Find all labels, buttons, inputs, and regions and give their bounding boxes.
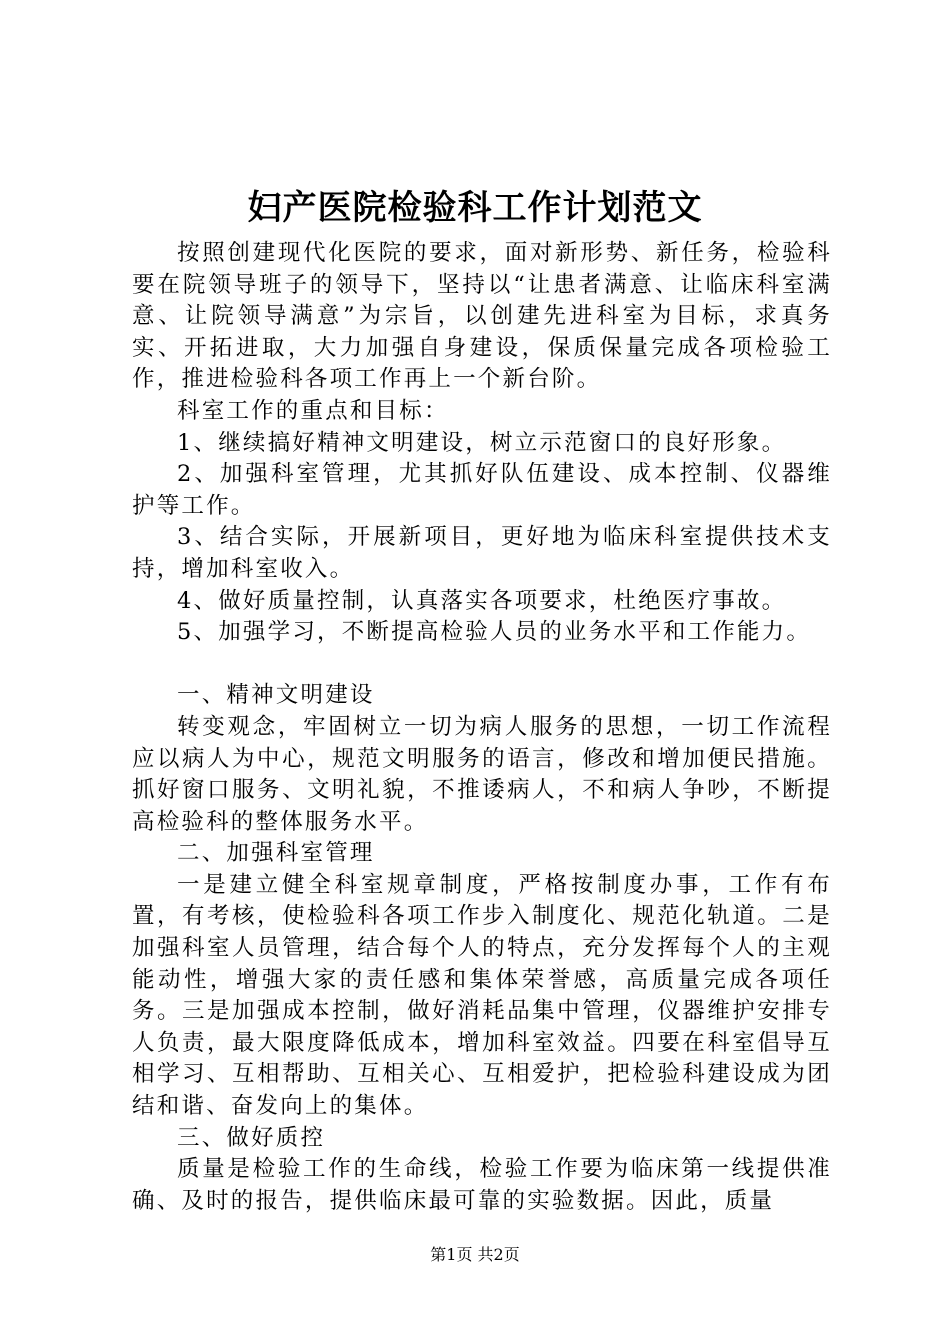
section-paragraph-3: 质量是检验工作的生命线，检验工作要为临床第一线提供准确、及时的报告，提供临床最可靠的实验数据。因此，质量 [132,1156,832,1214]
goal-item-2: 2、加强科室管理，尤其抓好队伍建设、成本控制、仪器维护等工作。 [132,461,832,519]
goals-heading: 科室工作的重点和目标： [177,397,449,424]
section-paragraph-1: 转变观念，牢固树立一切为病人服务的思想，一切工作流程应以病人为中心，规范文明服务的语言，修改和增加便民措施。抓好窗口服务、文明礼貌，不推诿病人，不和病人争吵，不断提高检验科的整体服务水平。 [132,713,832,835]
intro-paragraph: 按照创建现代化医院的要求，面对新形势、新任务，检验科要在院领导班子的领导下，坚持以“让患者满意、让临床科室满意、让院领导满意”为宗旨，以创建先进科室为目标，求真务实、开拓进取，大力加强自身建设，保质保量完成各项检验工作，推进检验科各项工作再上一个新台阶。 [132,240,832,393]
section-heading-3: 三、做好质控 [177,1124,326,1151]
goal-item-3: 3、结合实际，开展新项目，更好地为临床科室提供技术支持，增加科室收入。 [132,524,832,582]
section-paragraph-2: 一是建立健全科室规章制度，严格按制度办事，工作有布置，有考核，使检验科各项工作步入制度化、规范化轨道。二是加强科室人员管理，结合每个人的特点，充分发挥每个人的主观能动性，增强大家的责任感和集体荣誉感，高质量完成各项任务。三是加强成本控制，做好消耗品集中管理，仪器维护安排专人负责，最大限度降低成本，增加科室效益。四要在科室倡导互相学习、互相帮助、互相关心、互相爱护，把检验科建设成为团结和谐、奋发向上的集体。 [132,871,832,1120]
document-body [132,238,832,1217]
goal-item-5: 5、加强学习，不断提高检验人员的业务水平和工作能力。 [177,619,812,646]
document-title: 妇产医院检验科工作计划范文 [247,188,703,228]
section-heading-1: 一、精神文明建设 [177,682,375,709]
section-heading-2: 二、加强科室管理 [177,840,375,867]
goal-item-1: 1、继续搞好精神文明建设，树立示范窗口的良好形象。 [177,429,787,456]
goal-item-4: 4、做好质量控制，认真落实各项要求，杜绝医疗事故。 [177,587,787,614]
page-footer: 第1页 共2页 [430,1245,520,1264]
